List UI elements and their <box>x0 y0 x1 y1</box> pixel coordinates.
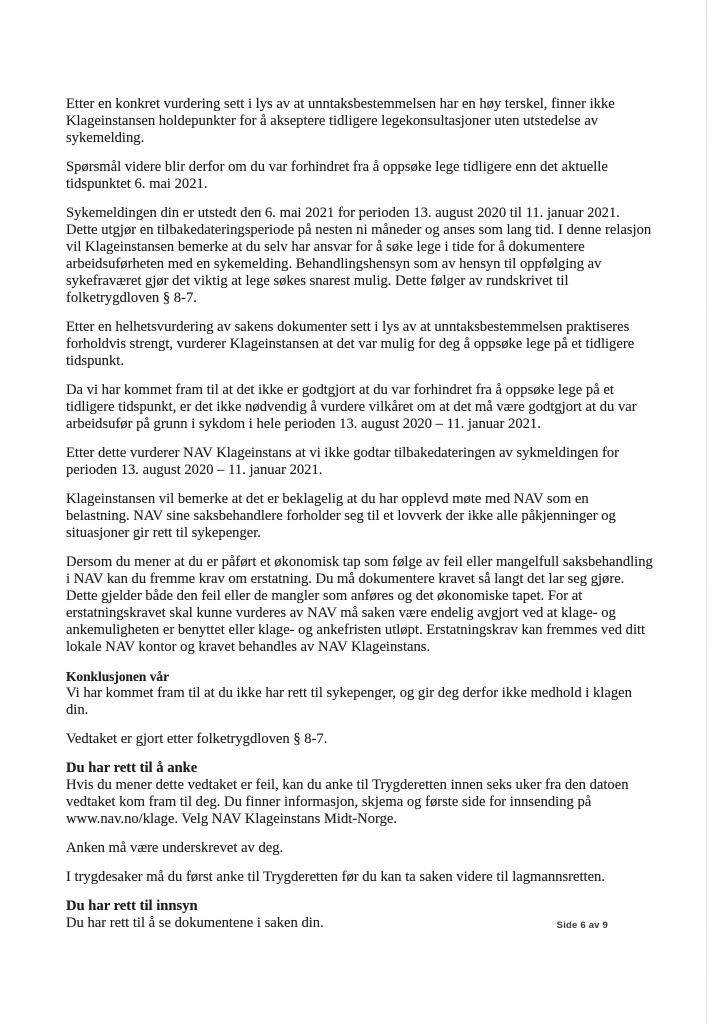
letter-body <box>66 96 654 932</box>
heading-rett-til-innsyn: Du har rett til innsyn <box>66 898 198 914</box>
paragraph-ikke-godtgjort: Da vi har kommet fram til at det ikke er godtgjort at du var forhindret fra å oppsøke lege på et tidligere tidspunkt, er det ikke nødvendig å vurdere vilkåret om at det må være godtgjort at du var arbeidsufør på grunn i sykdom i hele perioden 13. august 2020 – 11. januar 2021. <box>66 382 637 432</box>
paragraph-konklusjon: Vi har kommet fram til at du ikke har rett til sykepenger, og gir deg derfor ikke medhold i klagen din. <box>66 685 632 718</box>
paragraph-sykemelding-utstedt: Sykemeldingen din er utstedt den 6. mai 2021 for perioden 13. august 2020 til 11. januar 2021. Dette utgjør en tilbakedateringsperiode på nesten ni måneder og anses som lang tid. I denne relasjon vil Klageinstansen bemerke at du selv har ansvar for å søke lege i tide for å dokumentere arbeidsuførheten med en sykemelding. Behandlingshensyn som av hensyn til oppfølging av sykefraværet gjør det viktig at lege søkes snarest mulig. Dette følger av rundskrivet til folketrygdloven § 8-7. <box>66 205 652 306</box>
paragraph-beklagelig-mote: Klageinstansen vil bemerke at det er beklagelig at du har opplevd møte med NAV som en belastning. NAV sine saksbehandlere forholder seg til et lovverk der ikke alle påkjenninger og situasjoner gir rett til sykepenger. <box>66 491 616 541</box>
paragraph-erstatning: Dersom du mener at du er påført et økonomisk tap som følge av feil eller mangelfull saksbehandling i NAV kan du fremme krav om erstatning. Du må dokumentere kravet så langt det lar seg gjøre. Dette gjelder både den feil eller de mangler som anføres og det økonomiske tapet. For at erstatningskravet skal kunne vurderes av NAV må saken være endelig avgjort ved at klage- og ankemuligheten er benyttet eller klage- og ankefristen utløpt. Erstatningskrav kan fremmes ved ditt lokale NAV kontor og kravet behandles av NAV Klageinstans. <box>66 554 653 655</box>
paragraph-sporsmal-forhindret: Spørsmål videre blir derfor om du var forhindret fra å oppsøke lege tidligere enn det aktuelle tidspunktet 6. mai 2021. <box>66 159 608 192</box>
paragraph-innsyn: Du har rett til å se dokumentene i saken din. <box>66 915 324 931</box>
heading-rett-til-anke: Du har rett til å anke <box>66 760 198 776</box>
paragraph-unntaksbestemmelse-vurdering: Etter en konkret vurdering sett i lys av at unntaksbestemmelsen har en høy terskel, finner ikke Klageinstansen holdepunkter for å akseptere tidligere legekonsultasjoner uten utstedelse av sykemelding. <box>66 96 615 146</box>
heading-konklusjonen-var: Konklusjonen vår <box>66 669 170 684</box>
page-number: Side 6 av 9 <box>556 920 608 931</box>
paragraph-godtar-ikke-tilbakedatering: Etter dette vurderer NAV Klageinstans at vi ikke godtar tilbakedateringen av sykmeldingen for perioden 13. august 2020 – 11. januar 2021. <box>66 445 620 478</box>
paragraph-anke-underskrift: Anken må være underskrevet av deg. <box>66 840 284 856</box>
paragraph-vedtak-hjemmel: Vedtaket er gjort etter folketrygdloven § 8-7. <box>66 731 328 747</box>
paragraph-anke-info: Hvis du mener dette vedtaket er feil, kan du anke til Trygderetten innen seks uker fra den datoen vedtaket kom fram til deg. Du finner informasjon, skjema og første side for innsending på www.nav.no/klage. Velg NAV Klageinstans Midt-Norge. <box>66 777 629 827</box>
paragraph-trygdesaker: I trygdesaker må du først anke til Trygderetten før du kan ta saken videre til lagmannsretten. <box>66 869 605 885</box>
scan-edge-artifact <box>706 0 707 1024</box>
paragraph-helhetsvurdering: Etter en helhetsvurdering av sakens dokumenter sett i lys av at unntaksbestemmelsen praktiseres forholdvis strengt, vurderer Klageinstansen at det var mulig for deg å oppsøke lege på et tidligere tidspunkt. <box>66 319 635 369</box>
